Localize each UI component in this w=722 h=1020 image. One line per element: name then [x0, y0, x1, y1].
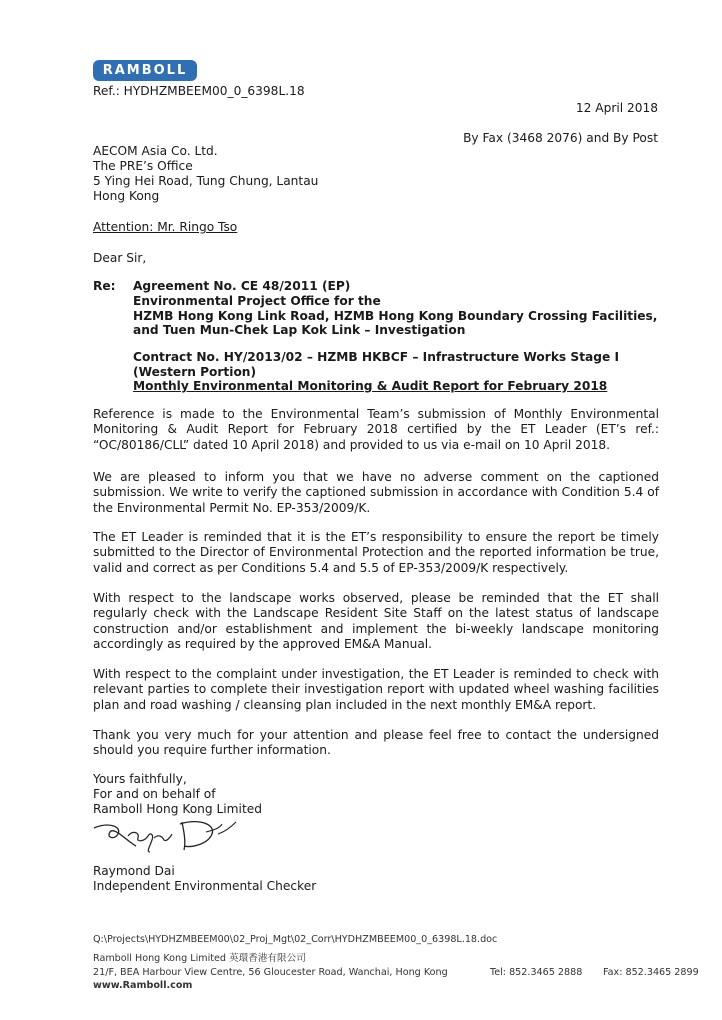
subject-line: Agreement No. CE 48/2011 (EP)	[133, 279, 351, 293]
subject-line: and Tuen Mun-Chek Lap Kok Link – Investigation	[133, 323, 466, 337]
recipient-line: AECOM Asia Co. Ltd.	[93, 144, 218, 158]
signer-title: Independent Environmental Checker	[93, 879, 317, 893]
footer-tel: Tel: 852.3465 2888	[490, 967, 583, 978]
body-paragraph: We are pleased to inform you that we have no adverse comment on the captioned submission. We write to verify the captioned submission in accordance with Condition 5.4 of the Environmental Permit No. EP-353/2009/K.	[93, 470, 659, 515]
signer-name: Raymond Dai	[93, 864, 175, 878]
reference-number: Ref.: HYDHZMBEEM00_0_6398L.18	[93, 84, 305, 98]
body-paragraph: With respect to the complaint under investigation, the ET Leader is reminded to check with relevant parties to complete their investigation report with updated wheel washing facilities plan and road washing / cleansing plan included in the next monthly EM&A report.	[93, 667, 659, 712]
recipient-line: 5 Ying Hei Road, Tung Chung, Lantau	[93, 174, 319, 188]
subject-line: Environmental Project Office for the	[133, 294, 381, 308]
footer-fax: Fax: 852.3465 2899	[603, 967, 699, 978]
letter-date: 12 April 2018	[575, 101, 658, 115]
footer-address: 21/F, BEA Harbour View Centre, 56 Gloucester Road, Wanchai, Hong Kong	[93, 967, 448, 978]
re-label: Re:	[93, 279, 116, 293]
report-title: Monthly Environmental Monitoring & Audit Report for February 2018	[133, 379, 608, 393]
contract-line: (Western Portion)	[133, 365, 257, 379]
footer-website[interactable]: www.Ramboll.com	[93, 980, 193, 991]
closing-line: For and on behalf of	[93, 787, 216, 801]
recipient-line: The PRE’s Office	[93, 159, 193, 173]
footer-company: Ramboll Hong Kong Limited 英環香港有限公司	[93, 953, 306, 964]
handwritten-signature	[88, 812, 248, 856]
salutation: Dear Sir,	[93, 251, 147, 265]
body-paragraph: Thank you very much for your attention and please feel free to contact the undersigned should you require further information.	[93, 728, 659, 758]
contract-line: Contract No. HY/2013/02 – HZMB HKBCF – Infrastructure Works Stage I	[133, 350, 620, 364]
attention-line: Attention: Mr. Ringo Tso	[93, 220, 238, 234]
body-paragraph: Reference is made to the Environmental Team’s submission of Monthly Environmental Monitoring & Audit Report for February 2018 certified by the ET Leader (ET’s ref.: “OC/80186/CLL” dated 10 April 2018) and provided to us via e-mail on 10 April 2018.	[93, 407, 659, 452]
closing-line: Yours faithfully,	[93, 772, 187, 786]
closing-line: Ramboll Hong Kong Limited	[93, 802, 262, 816]
body-paragraph: With respect to the landscape works observed, please be reminded that the ET shall regularly check with the Landscape Resident Site Staff on the latest status of landscape construction and/or establishment and implement the bi-weekly landscape monitoring accordingly as required by the approved EM&A Manual.	[93, 591, 659, 652]
recipient-line: Hong Kong	[93, 189, 160, 203]
delivery-method: By Fax (3468 2076) and By Post	[463, 131, 658, 145]
ramboll-logo: RAMBOLL	[93, 60, 197, 81]
subject-line: HZMB Hong Kong Link Road, HZMB Hong Kong Boundary Crossing Facilities,	[133, 309, 658, 323]
body-paragraph: The ET Leader is reminded that it is the ET’s responsibility to ensure the report be timely submitted to the Director of Environmental Protection and the reported information be true, valid and correct as per Conditions 5.4 and 5.5 of EP-353/2009/K respectively.	[93, 530, 659, 575]
file-path: Q:\Projects\HYDHZMBEEM00\02_Proj_Mgt\02_Corr\HYDHZMBEEM00_0_6398L.18.doc	[93, 934, 498, 945]
